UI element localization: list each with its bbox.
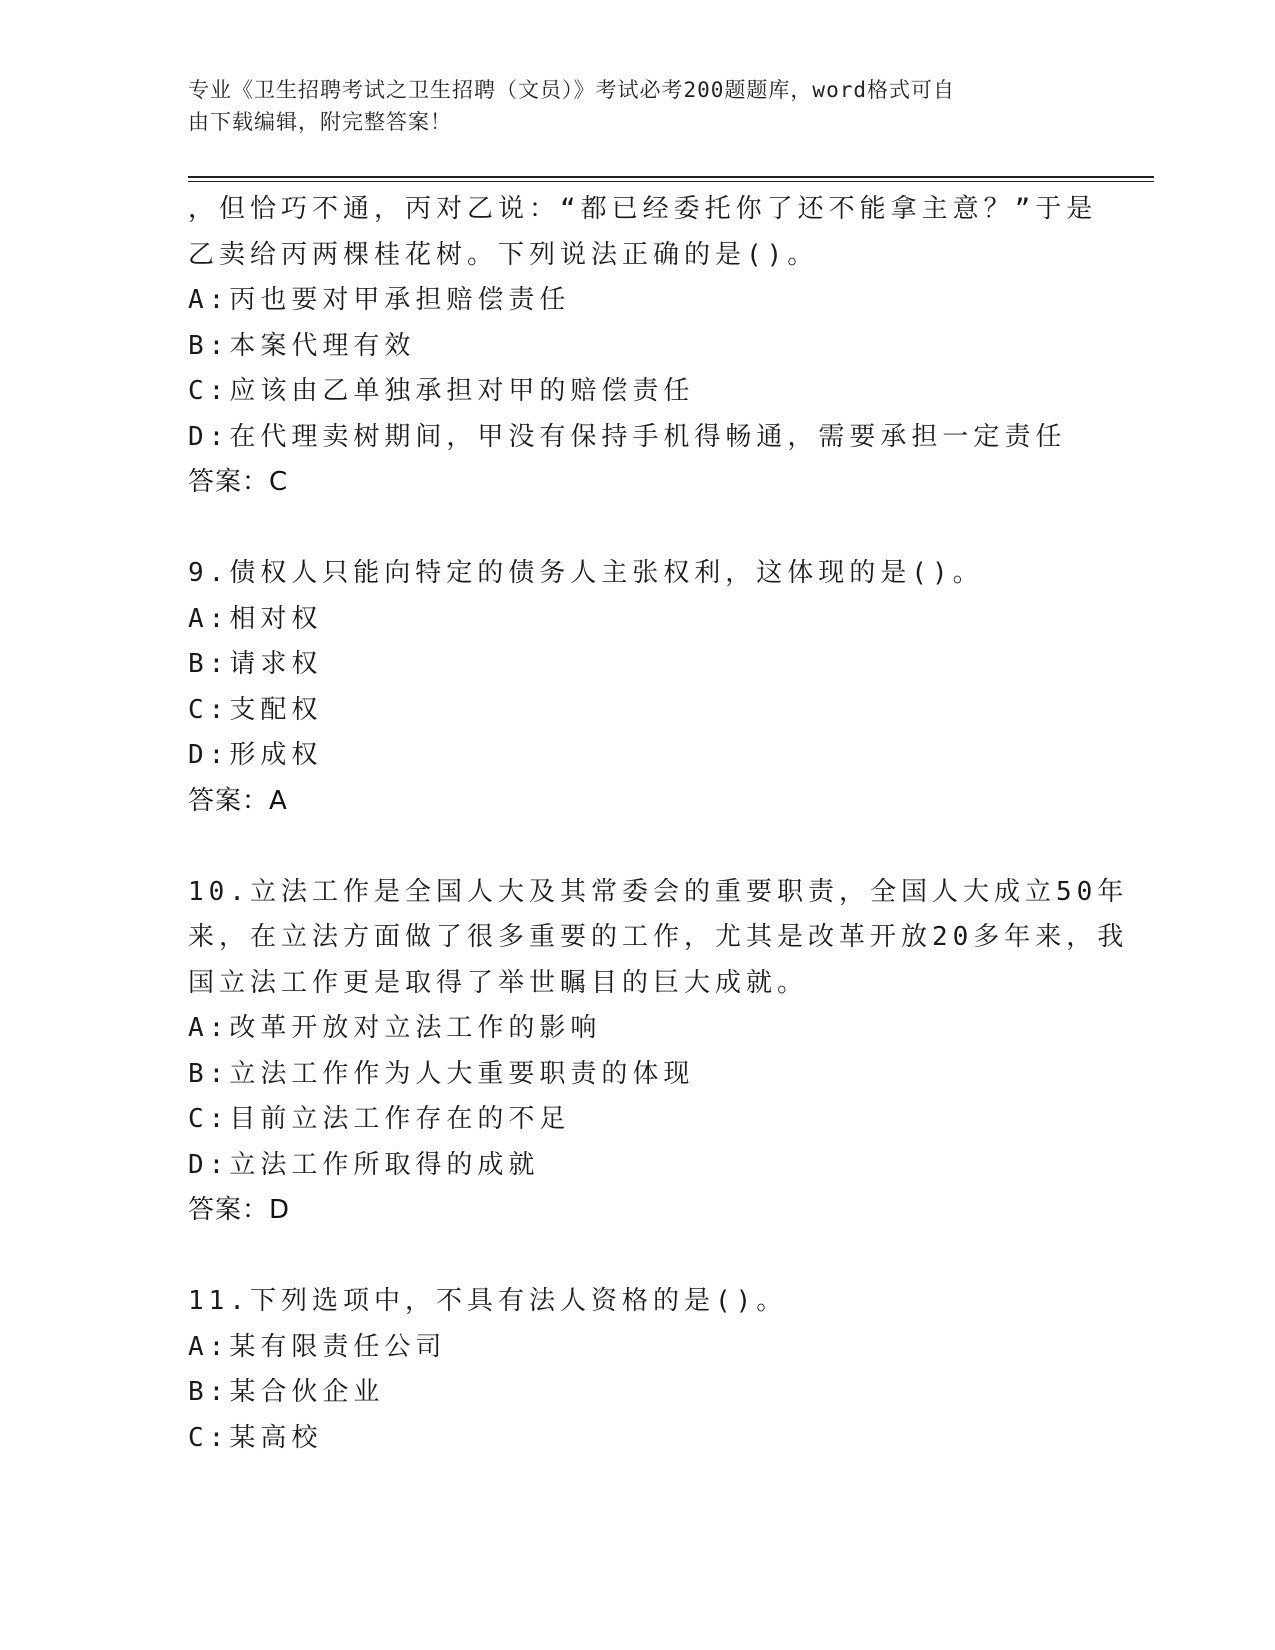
option-key: B:: [188, 649, 230, 679]
option-text: 立法工作作为人大重要职责的体现: [229, 1058, 695, 1089]
option-key: A:: [188, 1013, 230, 1043]
header-divider: [188, 176, 1154, 178]
option-d: [188, 1143, 1088, 1189]
option-key: B:: [188, 1377, 230, 1407]
option-c: [188, 369, 1088, 415]
question-text-line: 国立法工作更是取得了举世瞩目的巨大成就。: [188, 967, 809, 998]
option-b: [188, 324, 1088, 370]
option-key: D:: [188, 421, 230, 452]
header-divider-thin: [188, 181, 1154, 182]
header-title-line-2: 由下载编辑，附完整答案！: [188, 110, 452, 134]
question-10: [188, 870, 1129, 1234]
option-c: [188, 1097, 1088, 1143]
option-text: 某有限责任公司: [229, 1331, 447, 1362]
option-key: B:: [188, 1058, 230, 1089]
option-text: 某高校: [229, 1422, 323, 1453]
answer-line: 答案：C: [188, 467, 289, 497]
option-key: C:: [188, 1422, 230, 1453]
option-text: 某合伙企业: [229, 1377, 385, 1407]
option-key: C:: [188, 694, 230, 725]
question-11: [188, 1279, 1088, 1461]
question-content: [188, 187, 1129, 1461]
question-text-line: 10.立法工作是全国人大及其常委会的重要职责，全国人大成立50年: [188, 876, 1129, 907]
option-b: [188, 642, 1088, 688]
question-text-line: 9.债权人只能向特定的债务人主张权利，这体现的是()。: [188, 558, 984, 588]
option-text: 形成权: [229, 740, 323, 770]
option-key: D:: [188, 740, 230, 770]
question-text-line: 来，在立法方面做了很多重要的工作，尤其是改革开放20多年来，我: [188, 922, 1129, 952]
option-text: 目前立法工作存在的不足: [229, 1104, 571, 1134]
spacer: [188, 824, 1088, 870]
option-a: [188, 597, 1088, 643]
question-8-continuation: [188, 187, 1098, 506]
question-text-line: 乙卖给丙两棵桂花树。下列说法正确的是()。: [188, 239, 819, 270]
option-key: A:: [188, 1331, 230, 1362]
option-c: [188, 1416, 1088, 1462]
option-key: B:: [188, 330, 230, 361]
option-text: 丙也要对甲承担赔偿责任: [229, 285, 571, 315]
option-d: [188, 415, 1088, 461]
option-text: 支配权: [229, 694, 323, 725]
answer-line: 答案：A: [188, 785, 288, 816]
option-text: 本案代理有效: [229, 330, 416, 361]
answer-line: 答案：D: [188, 1195, 291, 1225]
spacer: [188, 506, 1088, 552]
option-text: 请求权: [229, 649, 323, 679]
question-text-line: ，但恰巧不通，丙对乙说：“都已经委托你了还不能拿主意？”于是: [188, 194, 1098, 224]
option-key: D:: [188, 1149, 230, 1180]
option-b: [188, 1370, 1088, 1416]
question-text-line: 11.下列选项中，不具有法人资格的是()。: [188, 1286, 788, 1316]
page-header: [188, 74, 1068, 138]
option-key: A:: [188, 603, 230, 634]
question-9: [188, 551, 1088, 824]
header-title-line-1: 专业《卫生招聘考试之卫生招聘（文员）》考试必考200题题库，word格式可自: [188, 78, 955, 102]
option-text: 在代理卖树期间，甲没有保持手机得畅通，需要承担一定责任: [229, 421, 1067, 452]
option-b: [188, 1052, 1088, 1098]
option-a: [188, 278, 1088, 324]
option-c: [188, 688, 1088, 734]
option-a: [188, 1325, 1088, 1371]
option-key: C:: [188, 1104, 230, 1134]
option-text: 应该由乙单独承担对甲的赔偿责任: [229, 376, 695, 406]
option-text: 相对权: [229, 603, 323, 634]
option-text: 立法工作所取得的成就: [229, 1149, 540, 1180]
option-key: A:: [188, 285, 230, 315]
option-key: C:: [188, 376, 230, 406]
option-text: 改革开放对立法工作的影响: [229, 1013, 602, 1043]
option-d: [188, 733, 1088, 779]
option-a: [188, 1006, 1088, 1052]
spacer: [188, 1234, 1088, 1280]
